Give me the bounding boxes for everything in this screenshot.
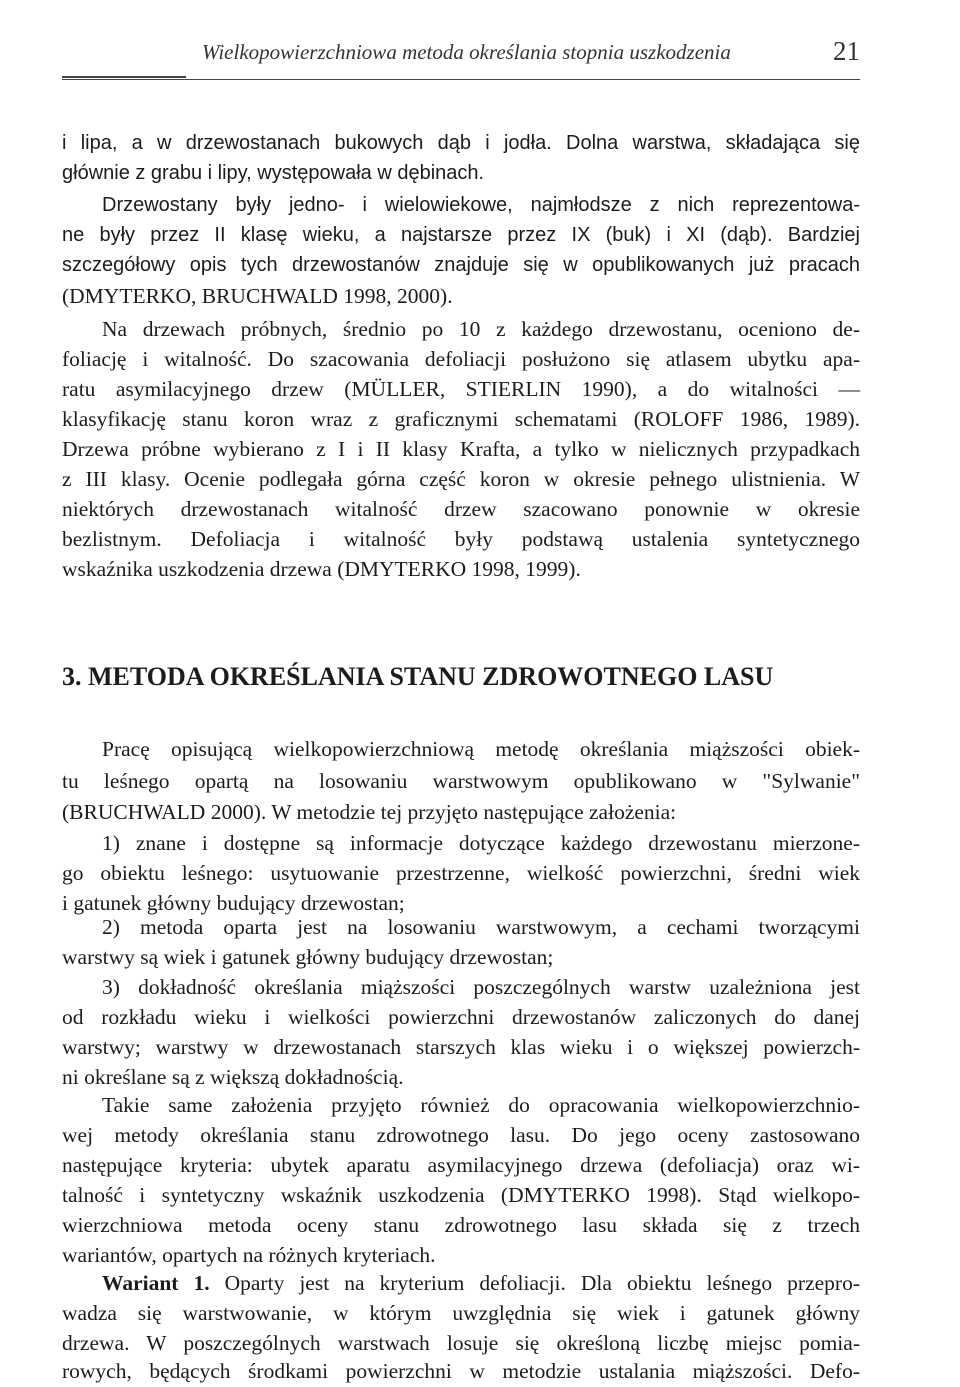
paragraph-line: rowych, będących środkami powierzchni w metodzie ustalania miąższości. Defo- (62, 1359, 860, 1383)
paragraph-line: następujące kryteria: ubytek aparatu asymilacyjnego drzewa (defoliacja) oraz wi- (62, 1153, 860, 1177)
paragraph-line: drzewa. W poszczególnych warstwach losuje się określoną liczbę miejsc pomia- (62, 1331, 860, 1355)
paragraph-line: Na drzewach próbnych, średnio po 10 z każdego drzewostanu, oceniono de- (102, 317, 860, 341)
list-item-line: ni określane są z większą dokładnością. (62, 1065, 404, 1089)
list-item-line: 3) dokładność określania miąższości poszczególnych warstw uzależniona jest (102, 975, 860, 999)
paragraph-line: wadza się warstwowanie, w którym uwzględnia się wiek i gatunek główny (62, 1301, 860, 1325)
paragraph-line: bezlistnym. Defoliacja i witalność były podstawą ustalenia syntetycznego (62, 527, 860, 551)
paragraph-line: Drzewa próbne wybierano z I i II klasy Krafta, a tylko w nielicznych przypadkach (62, 437, 860, 461)
paragraph-line: Pracę opisującą wielkopowierzchniową metodę określania miąższości obiek- (102, 737, 860, 761)
paragraph-line: (DMYTERKO, BRUCHWALD 1998, 2000). (62, 284, 453, 308)
paragraph-line: głównie z grabu i lipy, występowała w dębinach. (62, 162, 485, 184)
paragraph-line: szczegółowy opis tych drzewostanów znajduje się w opublikowanych już pracach (62, 254, 860, 276)
page-number: 21 (833, 36, 860, 66)
running-title: Wielkopowierzchniowa metoda określania stopnia uszkodzenia (202, 40, 731, 64)
paragraph-line: (BRUCHWALD 2000). W metodzie tej przyjęto następujące założenia: (62, 800, 677, 824)
paragraph-line: wariantów, opartych na różnych kryteriach. (62, 1243, 436, 1267)
header-rule (62, 79, 860, 80)
paragraph-line: ne były przez II klasę wieku, a najstarsze przez IX (buk) i XI (dąb). Bardziej (62, 224, 860, 246)
paragraph-line: wskaźnika uszkodzenia drzewa (DMYTERKO 1998, 1999). (62, 557, 581, 581)
paragraph-line: niektórych drzewostanach witalność drzew szacowano ponownie w okresie (62, 497, 860, 521)
paragraph-line: i lipa, a w drzewostanach bukowych dąb i jodła. Dolna warstwa, składająca się (62, 132, 860, 154)
list-item-line: 2) metoda oparta jest na losowaniu warstwowym, a cechami tworzącymi (102, 915, 860, 939)
paragraph-line: foliację i witalność. Do szacowania defoliacji posłużono się atlasem ubytku apa- (62, 347, 860, 371)
paragraph-line: talność i syntetyczny wskaźnik uszkodzenia (DMYTERKO 1998). Stąd wielkopo- (62, 1183, 860, 1207)
paragraph-line: Drzewostany były jedno- i wielowiekowe, najmłodsze z nich reprezentowa- (102, 194, 860, 216)
paragraph-line: klasyfikację stanu koron wraz z graficznymi schematami (ROLOFF 1986, 1989). (62, 407, 860, 431)
paragraph-line: z III klasy. Ocenie podlegała górna część koron w okresie pełnego ulistnienia. W (62, 467, 860, 491)
paragraph-line: Takie same założenia przyjęto również do opracowania wielkopowierzchnio- (102, 1093, 860, 1117)
list-item-line: go obiektu leśnego: usytuowanie przestrzenne, wielkość powierzchni, średni wiek (62, 861, 860, 885)
list-item-line: 1) znane i dostępne są informacje dotyczące każdego drzewostanu mierzone- (102, 831, 860, 855)
list-item-line: warstwy są wiek i gatunek główny budujący drzewostan; (62, 945, 554, 969)
paragraph-line: wej metody określania stanu zdrowotnego lasu. Do jego oceny zastosowano (62, 1123, 860, 1147)
paragraph-line: wierzchniowa metoda oceny stanu zdrowotnego lasu składa się z trzech (62, 1213, 860, 1237)
section-heading: 3. METODA OKREŚLANIA STANU ZDROWOTNEGO LASU (62, 662, 774, 691)
list-item-line: warstwy; warstwy w drzewostanach starszych klas wieku i o większej powierzch- (62, 1035, 860, 1059)
paragraph-line: Wariant 1. Oparty jest na kryterium defoliacji. Dla obiektu leśnego przepro- (102, 1271, 860, 1295)
running-header (62, 36, 860, 76)
variant-label: Wariant 1. (102, 1271, 210, 1295)
list-item-line: i gatunek główny budujący drzewostan; (62, 891, 405, 915)
header-rule-accent (62, 76, 186, 78)
paragraph-line: ratu asymilacyjnego drzew (MÜLLER, STIERLIN 1990), a do witalności — (62, 377, 860, 401)
list-item-line: od rozkładu wieku i wielkości powierzchni drzewostanów zaliczonych do danej (62, 1005, 860, 1029)
paragraph-line: tu leśnego opartą na losowaniu warstwowym opublikowano w "Sylwanie" (62, 769, 860, 793)
